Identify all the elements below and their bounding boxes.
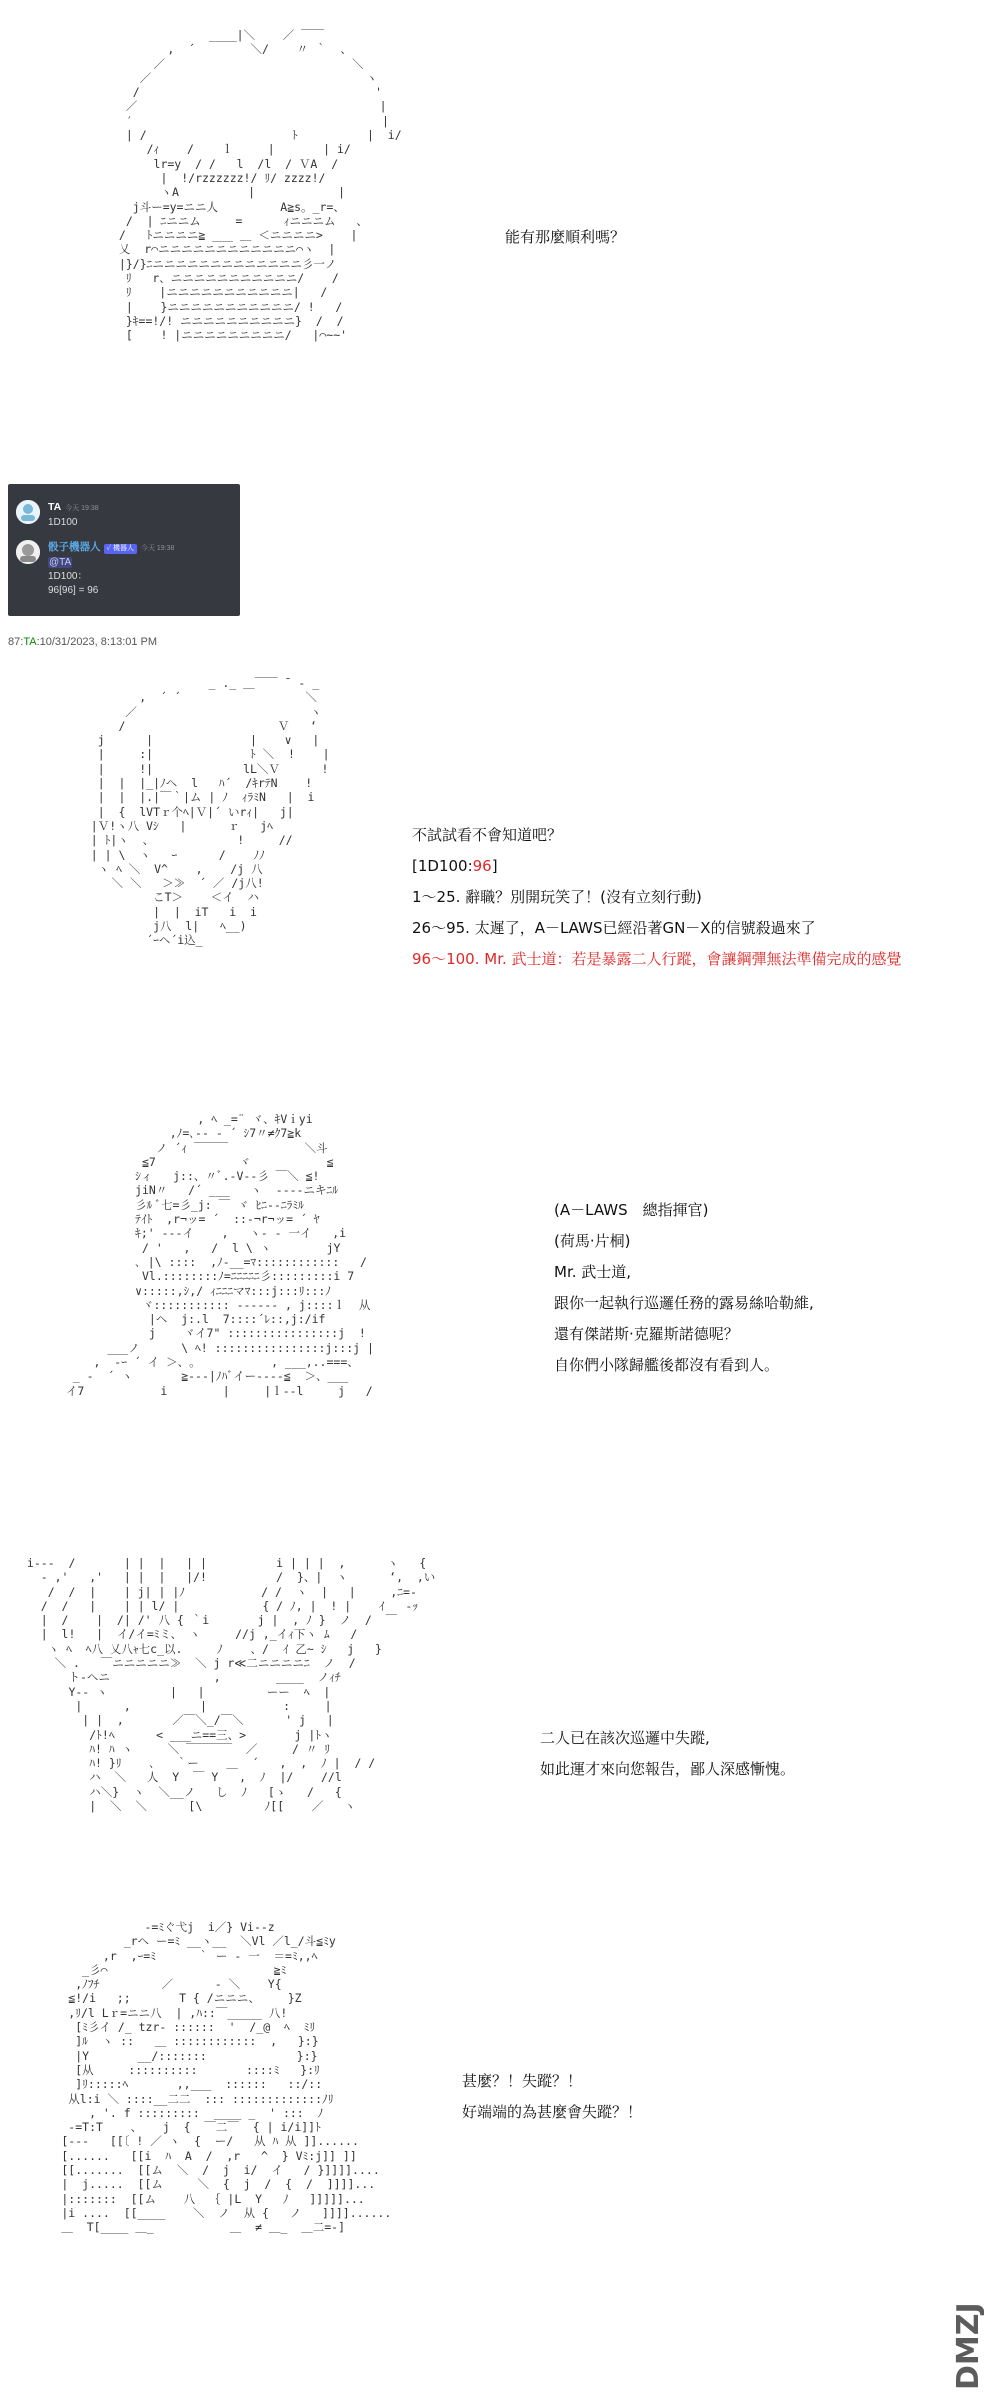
- watermark-text: DMZJ: [951, 2302, 984, 2390]
- dialog-line: (A－LAWS 總指揮官): [554, 1201, 709, 1219]
- avatar: [16, 500, 40, 524]
- post-author: TA: [23, 636, 37, 648]
- chat-text: 1D100：: [48, 571, 88, 582]
- chat-timestamp: 今天 19:38: [140, 545, 175, 552]
- dialog-line: 不試試看不會知道吧？: [412, 826, 563, 844]
- dialog-panel-5: [462, 2066, 642, 2128]
- avatar: [16, 540, 40, 564]
- chat-text: 96[96] = 96: [48, 585, 99, 596]
- ascii-art-character-1: ____|＼ ／ ￣￣ , ´ ＼/ 〃 ｀ 、 ／ ＼ ／ ヽ / ' ／ | ′ | | / ﾄ | i/ /ｨ / ｌ | | i/ lr=y / / l /l / ＶA / | !/rzzzzzz!/ ﾘ/ zzzz!/ ヽA | | j斗ー=y=ニニ人 A≧s。_r=、 / | ﾆニニム = ｨニニニム 、 / ﾄニニニニ≧ ___ ＿ ＜ニニニニ> | 乂 r⌒ニニニニニニニニニニニニ⌒ヽ | |}/}ﾆニニニニニニニニニニニニニ彡一ノ ﾘ r、ニニニニニニニニニニニ/ / ﾘ |ニニニニニニニニニニニ| / | }ニニニニニニニニニニニ/ ! / }ｷ==!/! ニニニニニニニニニニ} / / [ ! |ニニニニニニニニニ/ |⌒~~': [118, 28, 402, 343]
- ascii-art-character-3: , ﾍ _=¨ ヾ、ｷVｉyi ,ﾉ=､‐‐ ‐ ´ ｼ7〃≠ｸ7≧k ノ ´ｨ ￣￣￣ ＼斗 ≦7 ヾ ≦ ｼィ j::、〃ﾞ.-V-‐彡 ￣＼ ≦! jiN〃 /´ ___ ヽ ----ニキﾆﾙ 彡ﾙ ﾞ七=彡_j: ￣ ヾ ﾋﾆ‐-ﾆﾗﾐﾙ ﾃｲﾄ ,r¬ッ= ´ ::-¬r¬ッ= ´ ﾔ ｷ;' ‐--イ , ヽ- - 一イ ,i / ' , / l \ ヽ jY ､ |\ :::: ,ﾉ‐__=ﾏ:::::::::::: / Vl.::::::::ﾉ=ﾆﾆﾆﾆﾆ彡:::::::::i 7 ∨:::::,ｼ,/ ｨﾆﾆﾆマﾏ:::j:::ﾘ:::ﾉ ヾ::::::::::: -‐‐‐‐- , j::::ｌ 从 |ヘ j:.l 7::::´ﾚ::,j:/if j ヾイ7" ::::::::::::::::j ! ___ノ \ ﾍ! ::::::::::::::::j:::j | , -ｰ ´ イ ＞、｡ , ___,..===、 _ - ´ ヽ ≧‐‐‐|ﾉﾊﾞイー‐‐‐‐≦ ＞、___ イ7 i | |ｌ‐‐l j /: [65, 1112, 374, 1398]
- ascii-art-character-4: i--‐ / | | | | | i | | | , ヽ { ‐ ,' ,' | | | |/! / }、| ヽ ‘, ,い / / | | j| | |ﾉ / / ヽ | | ,ﾆ=- / / | | | l/ | { / ﾉ, | ! | ｲ -ｯ | / | /| /' 八 { ｀i j | , ﾉ } ノ / ￣ | l! | イ/イ=ﾐミ、 ヽ //j ,_イｨ下ヽ ﾑ / ヽ ﾍ ﾍ八 乂八ｬ七c_以. ﾉ 、/ ｲ 乙~ ｼ j } ＼ . ￣ニニニニニ≫ ＼ j r≪二ニニニニﾆ ノ / ト-ヘニ , ____ ノｨﾁ Y-- ヽ | | ーー ﾍ | | , | : | | | , ／￣＼_/￣＼ ' j | /ﾄ!ﾍ < ___ニ==三、> j |ﾄヽ ﾊ! ﾊ ヽ ＼ ￣￣￣￣ ／ / 〃 ﾘ ﾊ! }ﾘ ､ ｀ー ＿ ´ , , ﾉ | / / ハ ＼ 人 Y ￣ Y , ﾉ |/ //l ハ＼} ヽ ＼__ノ し ﾉ [ゝ / { | ＼ ＼ [\ ﾉ[[ ／ ヽ: [26, 1556, 436, 1814]
- post-datetime: :10/31/2023, 8:13:01 PM: [36, 636, 158, 648]
- chat-text: 1D100: [48, 517, 78, 528]
- chat-username: 骰子機器人: [48, 541, 101, 553]
- dialog-line: 跟你一起執行巡邏任務的露易絲哈勒維,: [554, 1294, 814, 1312]
- dice-roll-line: [1D100:96]: [412, 857, 498, 875]
- dialog-line: 26～95. 太遲了，A－LAWS已經沿著GN－X的信號殺過來了: [412, 919, 816, 937]
- chat-username: TA: [48, 501, 62, 513]
- dialog-panel-4: [540, 1723, 795, 1785]
- dialog-line: 好端端的為甚麼會失蹤？！: [462, 2103, 643, 2121]
- watermark-logo: [944, 2204, 984, 2394]
- chat-screenshot: [8, 484, 240, 616]
- dialog-line: 能有那麼順利嗎？: [505, 228, 626, 246]
- dialog-line: Mr. 武士道,: [554, 1263, 632, 1281]
- ascii-art-character-5: -=ﾐぐ弋j i／} Vi-‐z _rヘ ー=ﾐ __ヽ__ ＼Vl ／l_/斗≦ﾐy ,r ,ｰ=ﾐ ｀ ー ‐ 一 ＝=ﾐ,,ﾍ _彡⌒ ≧ﾐ ,ﾉﾌﾁ ／ ‐ ＼ Y{ ≦!/i ;; T { /ニニニ、 }Z ,ﾘ/l Lｒ=ニニ八 | ,ﾊ::￣_____ 八! [ﾐ彡イ /_ tzr- :::::: ' /_@ ﾍ ﾐﾘ ]ﾙ ヽ :: ＿ :::::::::::: , }:} |Y __/::::::: }:} [从 :::::::::: ::::ﾐ }:ﾘ ]ﾘ:::::ﾍ ,,___ :::::: ::/:: 从l:i ＼ ::::__二二 ::: :::::::::::::ﾉﾘ , '. f ::::::::: ____ _ ' ::: ﾉ -=T:T 、 j { ￣二￣ { | i/i]]ﾄ [--- [[〔 ! ／ ヽ { ー/ 从 ﾊ 从 ]]...... [...... [[i ﾊ A / ,r ^ } Vﾐ:j]] ]] [[....... [[ム ＼ / j i/ イ / }]]]].... | j..... [[ム ＼ { j / { / ]]]]... |::::::: [[ム 八 ｛ |L Y ﾉ ]]]]]... |i .... [[____ ＼ ノ 从 { ノ ]]]]...... ＿ T[____ ＿_ ＿ ≠ ＿_ ＿二=-]: [61, 1920, 392, 2235]
- dialog-line: 如此運才來向您報告，鄙人深感慚愧。: [540, 1760, 796, 1778]
- ascii-art-character-2: _ ._ ＿￣￣ ¯ ‐ _ , ´ ´ ＼ ／ ヽ / Ｖ ‘ j | | ∨ | | :| ﾄ ＼ ! | | !| lL＼Ｖ ! | | |_|ﾉヘ l ﾊ´ /ｷrﾃN ! | | |.|￣｀|ム | ﾉ ｨﾗﾐN | i | { lVTｒ个ﾍ|Ｖ|´ いrｨ| j| |Ｖ!ヽ八 Vｼ | ｒ jﾍ | ﾄ|ヽ 、 ! // | | \ ヽ ｰ / ﾉﾉ ヽ ﾍ ＼ V^ , /j 八 ＼ ＼ ＞≫ ´ ／ /j八! こT＞ ＜イ ハ | | iT i i j八 l| ﾍ__) ´ｰヘ´i込_: [90, 676, 330, 948]
- dialog-panel-2: [412, 820, 902, 975]
- chat-timestamp: 今天 19:38: [65, 505, 99, 512]
- bot-badge: ✓ 機器人: [104, 544, 137, 554]
- dialog-line: (荷馬·片桐): [554, 1232, 631, 1250]
- post-number: 87: [8, 636, 21, 648]
- post-meta: 87:TA:10/31/2023, 8:13:01 PM: [8, 636, 158, 648]
- dialog-line: 二人已在該次巡邏中失蹤,: [540, 1729, 710, 1747]
- dialog-panel-1: [505, 222, 625, 253]
- dialog-line: 自你們小隊歸艦後都沒有看到人。: [554, 1356, 780, 1374]
- dialog-line: 1～25. 辭職？別開玩笑了！(沒有立刻行動): [412, 888, 702, 906]
- dialog-line: 還有傑諾斯·克羅斯諾德呢？: [554, 1325, 739, 1343]
- dialog-line-highlight: 96～100. Mr. 武士道：若是暴露二人行蹤，會讓鋼彈無法準備完成的感覺: [412, 950, 902, 968]
- dialog-panel-3: [554, 1195, 814, 1381]
- chat-mention[interactable]: @TA: [49, 557, 72, 568]
- dialog-line: 甚麼？！失蹤？！: [462, 2072, 583, 2090]
- dice-roll-value: 96: [472, 857, 492, 875]
